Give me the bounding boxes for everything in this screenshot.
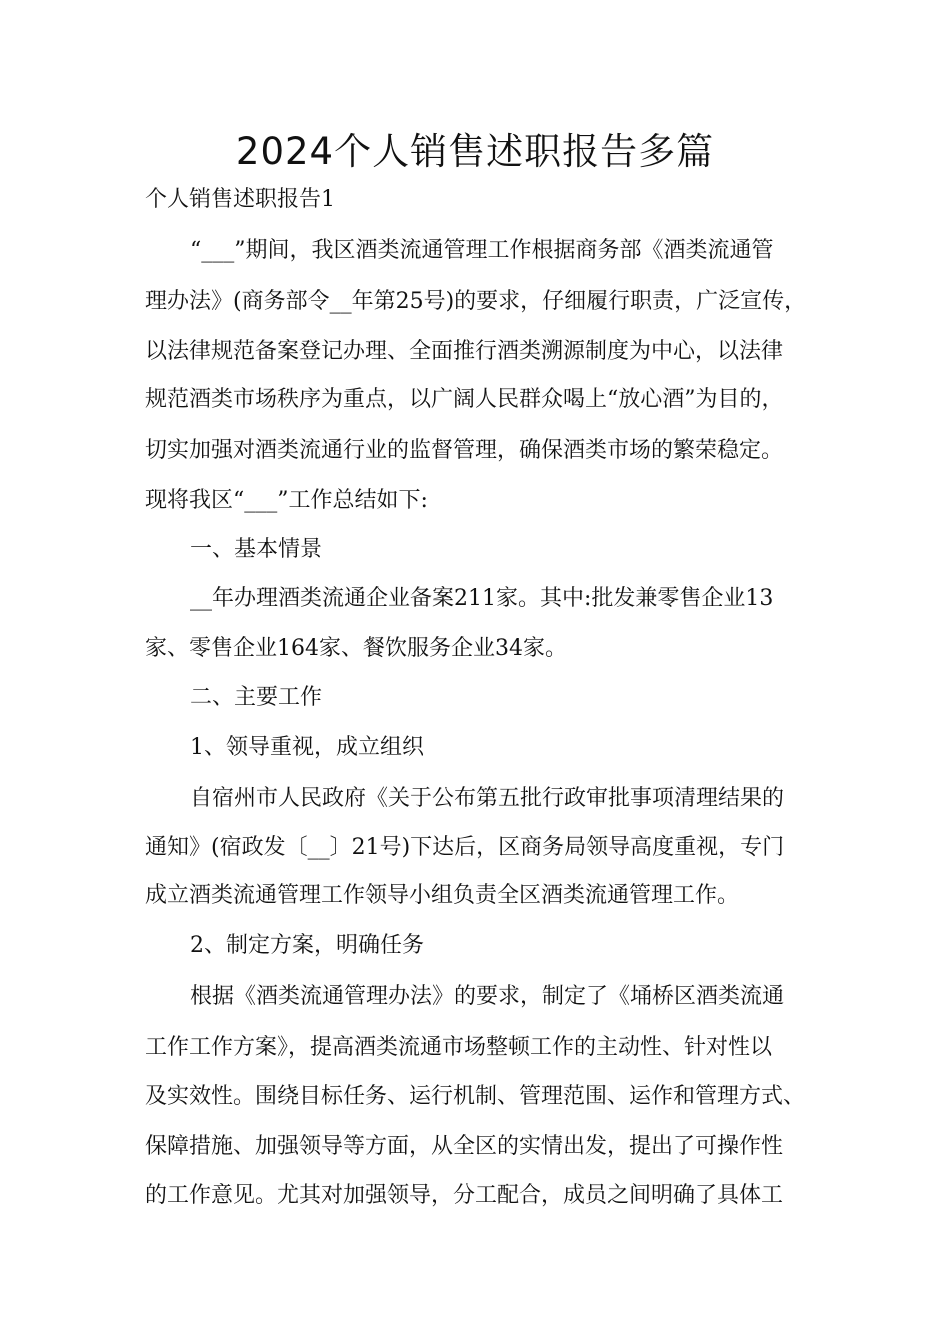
section-heading: 一、基本情景 [190, 537, 323, 562]
document-subtitle: 个人销售述职报告1 [145, 187, 335, 212]
paragraph-line: 根据《酒类流通管理办法》的要求，制定了《埇桥区酒类流通 [190, 984, 785, 1009]
paragraph-line: 及实效性。围绕目标任务、运行机制、管理范围、运作和管理方式、 [145, 1084, 806, 1109]
paragraph-line: 工作工作方案》，提高酒类流通市场整顿工作的主动性、针对性以 [145, 1035, 773, 1060]
subsection-heading: 1、领导重视，成立组织 [190, 735, 424, 760]
paragraph-line: 以法律规范备案登记办理、全面推行酒类溯源制度为中心，以法律 [145, 339, 784, 364]
document-title: 2024个人销售述职报告多篇 [235, 130, 715, 173]
paragraph-line: 现将我区“___”工作总结如下: [145, 488, 428, 513]
paragraph-line: 家、零售企业164家、餐饮服务企业34家。 [145, 636, 567, 661]
section-heading: 二、主要工作 [190, 685, 323, 710]
paragraph-line: 成立酒类流通管理工作领导小组负责全区酒类流通管理工作。 [145, 883, 740, 908]
paragraph-line: 通知》(宿政发〔__〕21号)下达后，区商务局领导高度重视，专门 [145, 835, 785, 860]
paragraph-line: 自宿州市人民政府《关于公布第五批行政审批事项清理结果的 [190, 786, 785, 811]
paragraph-line: “___”期间，我区酒类流通管理工作根据商务部《酒类流通管 [190, 238, 774, 263]
paragraph-line: 的工作意见。尤其对加强领导，分工配合，成员之间明确了具体工 [145, 1183, 784, 1208]
paragraph-line: 保障措施、加强领导等方面，从全区的实情出发，提出了可操作性 [145, 1134, 784, 1159]
paragraph-line: __年办理酒类流通企业备案211家。其中:批发兼零售企业13 [190, 586, 774, 611]
subsection-heading: 2、制定方案，明确任务 [190, 933, 424, 958]
paragraph-line: 规范酒类市场秩序为重点，以广阔人民群众喝上“放心酒”为目的， [145, 387, 784, 412]
paragraph-line: 切实加强对酒类流通行业的监督管理，确保酒类市场的繁荣稳定。 [145, 438, 784, 463]
paragraph-line: 理办法》(商务部令__年第25号)的要求，仔细履行职责，广泛宣传， [145, 289, 807, 314]
